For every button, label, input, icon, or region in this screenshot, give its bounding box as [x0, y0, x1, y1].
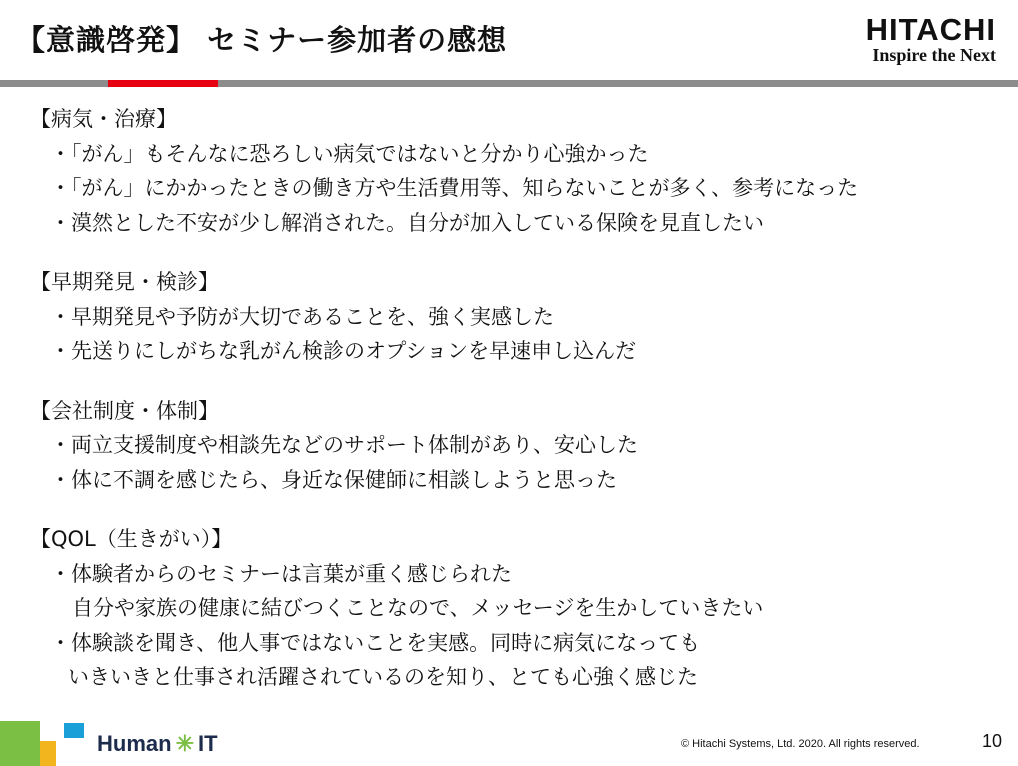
decorative-square-orange — [40, 741, 56, 766]
list-item: ・体験談を聞き、他人事ではないことを実感。同時に病気になっても — [50, 630, 701, 655]
section-heading: 【QOL（生きがい）】 — [30, 527, 233, 551]
list-item: ・早期発見や予防が大切であることを、強く実感した — [50, 304, 554, 329]
page-number: 10 — [982, 731, 1003, 751]
list-item: ・体に不調を感じたら、身近な保健師に相談しようと思った — [50, 467, 617, 492]
list-item: ・「がん」もそんなに恐ろしい病気ではないと分かり心強かった — [50, 141, 649, 166]
list-item: ・両立支援制度や相談先などのサポート体制があり、安心した — [50, 433, 638, 457]
header-accent-bar — [108, 80, 218, 87]
feedback-content — [30, 102, 858, 720]
logo-tagline: Inspire the Next — [872, 45, 996, 65]
brand-it: IT — [198, 731, 218, 756]
section-heading: 【早期発見・検診】 — [30, 270, 219, 294]
list-item: ・「がん」にかかったときの働き方や生活費用等、知らないことが多く、参考になった — [50, 176, 859, 200]
page-title: 【意識啓発】 セミナー参加者の感想 — [16, 23, 508, 57]
logo-text: HITACHI — [865, 12, 996, 47]
decorative-square-green — [0, 721, 40, 766]
list-item-continuation: いきいきと仕事され活躍されているのを知り、とても心強く感じた — [68, 665, 698, 689]
list-item: ・漠然とした不安が少し解消された。自分が加入している保険を見直したい — [50, 210, 764, 235]
copyright-text: © Hitachi Systems, Ltd. 2020. All rights reserved. — [681, 738, 920, 750]
section-early-detection — [30, 265, 858, 369]
list-item: ・先送りにしがちな乳がん検診のオプションを早速申し込んだ — [50, 339, 637, 363]
hitachi-logo — [866, 14, 996, 64]
section-heading: 【病気・治療】 — [30, 107, 177, 131]
human-it-logo — [97, 731, 218, 757]
section-heading: 【会社制度・体制】 — [30, 398, 219, 423]
section-qol — [30, 522, 858, 695]
brand-human: Human — [97, 731, 172, 756]
list-item: ・体験者からのセミナーは言葉が重く感じられた — [50, 561, 512, 586]
decorative-square-blue — [64, 723, 84, 738]
asterisk-icon: ✳ — [175, 731, 194, 756]
section-illness-treatment — [30, 102, 858, 240]
section-company-system — [30, 394, 858, 498]
list-item-continuation: 自分や家族の健康に結びつくことなので、メッセージを生かしていきたい — [72, 596, 764, 620]
